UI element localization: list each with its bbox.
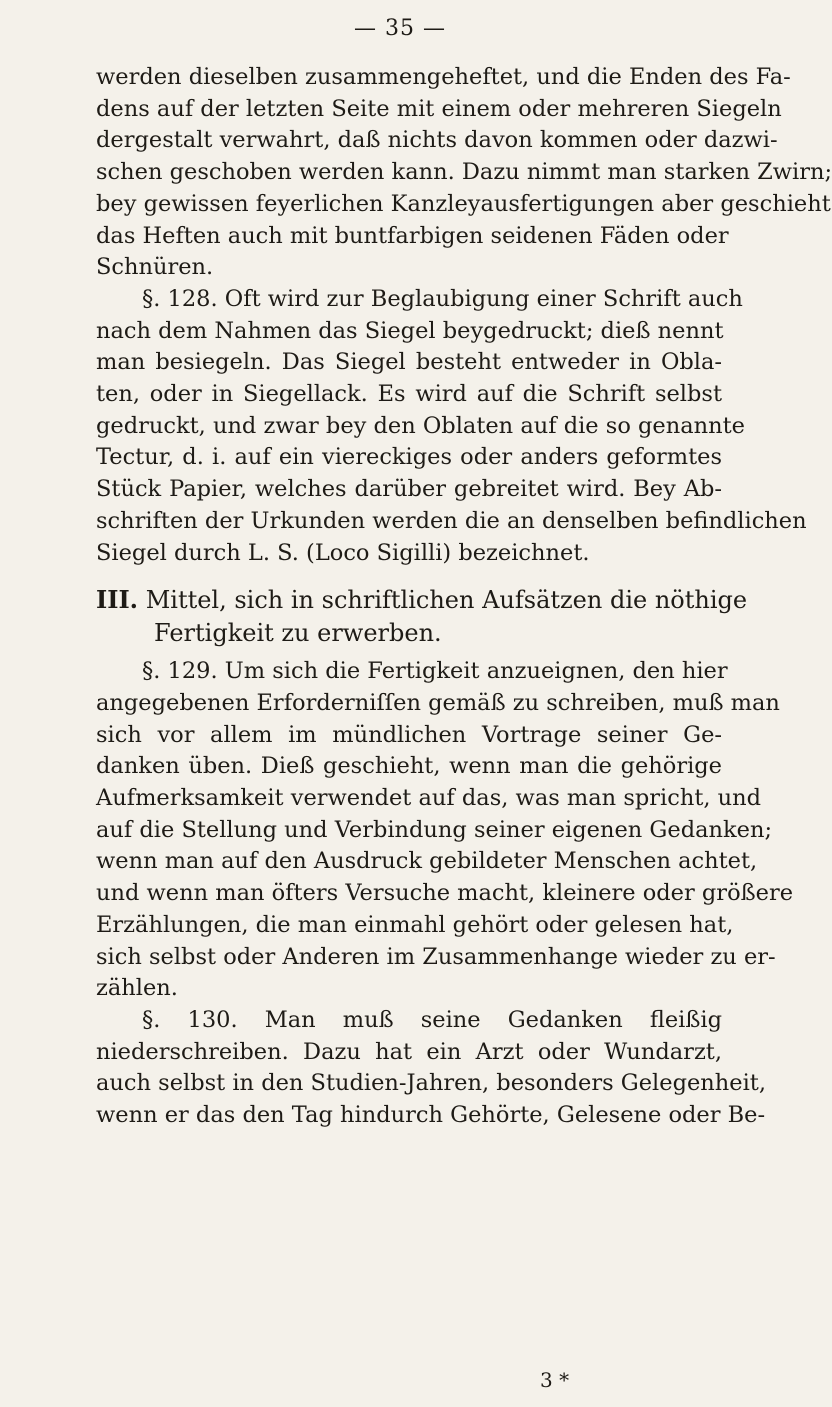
text-line: §. 128. Oft wird zur Beglaubigung einer Schrift auch [142,285,743,312]
text-line: wenn man auf den Ausdruck gebildeter Menschen achtet, [96,848,758,875]
text-line: Stück Papier, welches darüber gebreitet wird. Bey Ab- [96,476,722,503]
text-line: sich selbst oder Anderen im Zusammenhange wieder zu er- [96,943,776,970]
text-line: man besiegeln. Das Siegel besteht entweder in Obla- [96,349,722,376]
text-line: Erzählungen, die man einmahl gehört oder gelesen hat, [96,911,734,938]
text-line: Aufmerksamkeit verwendet auf das, was man spricht, und [96,785,762,812]
text-line: und wenn man öfters Versuche macht, kleinere oder größere [96,880,794,907]
page-number: — 35 — [354,16,446,41]
text-line: dens auf der letzten Seite mit einem oder mehreren Siegeln [96,95,782,122]
body-text [96,62,832,1132]
section-heading [96,583,748,617]
text-line: §. 130. Man muß seine Gedanken fleißig [142,1006,722,1033]
text-line: Schnüren. [96,254,214,281]
text-line: auf die Stellung und Verbindung seiner eigenen Gedanken; [96,816,773,843]
text-line: nach dem Nahmen das Siegel beygedruckt; dieß nennt [96,317,724,344]
text-line: gedruckt, und zwar bey den Oblaten auf die so genannte [96,412,745,439]
section-title-line-1: Mittel, sich in schriftlichen Aufsätzen die nöthige [145,586,748,615]
paragraph-128 [96,284,807,569]
text-line: Tectur, d. i. auf ein viereckiges oder anders geformtes [96,444,722,471]
text-line: angegebenen Erforderniſſen gemäß zu schreiben, muß man [96,689,780,716]
paragraph-129 [96,656,794,1005]
paragraph-130 [96,1005,766,1132]
text-line: niederschreiben. Dazu hat ein Arzt oder Wundarzt, [96,1038,722,1065]
text-line: danken üben. Dieß geschieht, wenn man die gehörige [96,753,722,780]
text-line: dergestalt verwahrt, daß nichts davon kommen oder dazwi- [96,127,778,154]
text-line: §. 129. Um sich die Fertigkeit anzueignen, den hier [142,658,728,685]
text-line: auch selbst in den Studien-Jahren, besonders Gelegenheit, [96,1070,766,1097]
text-line: sich vor allem im mündlichen Vortrage seiner Ge- [96,721,722,748]
paragraph-continuation [96,62,832,284]
section-number: III. [96,585,139,615]
text-line: wenn er das den Tag hindurch Gehörte, Gelesene oder Be- [96,1102,766,1129]
text-line: zählen. [96,975,178,1002]
text-line: ten, oder in Siegellack. Es wird auf die Schrift selbst [96,381,722,408]
text-line: schen geschoben werden kann. Dazu nimmt man starken Zwirn; [96,159,832,186]
text-line: werden dieselben zusammengeheftet, und die Enden des Fa- [96,64,791,90]
section-title-line-2: Fertigkeit zu erwerben. [154,619,442,648]
text-line: schriften der Urkunden werden die an denselben befindlichen [96,507,807,534]
text-line: das Heften auch mit buntfarbigen seidenen Fäden oder [96,222,729,249]
text-line: Siegel durch L. S. (Loco Sigilli) bezeichnet. [96,539,590,566]
signature-mark: 3 * [540,1368,570,1392]
text-line: bey gewissen feyerlichen Kanzleyausfertigungen aber geschieht [96,190,831,217]
